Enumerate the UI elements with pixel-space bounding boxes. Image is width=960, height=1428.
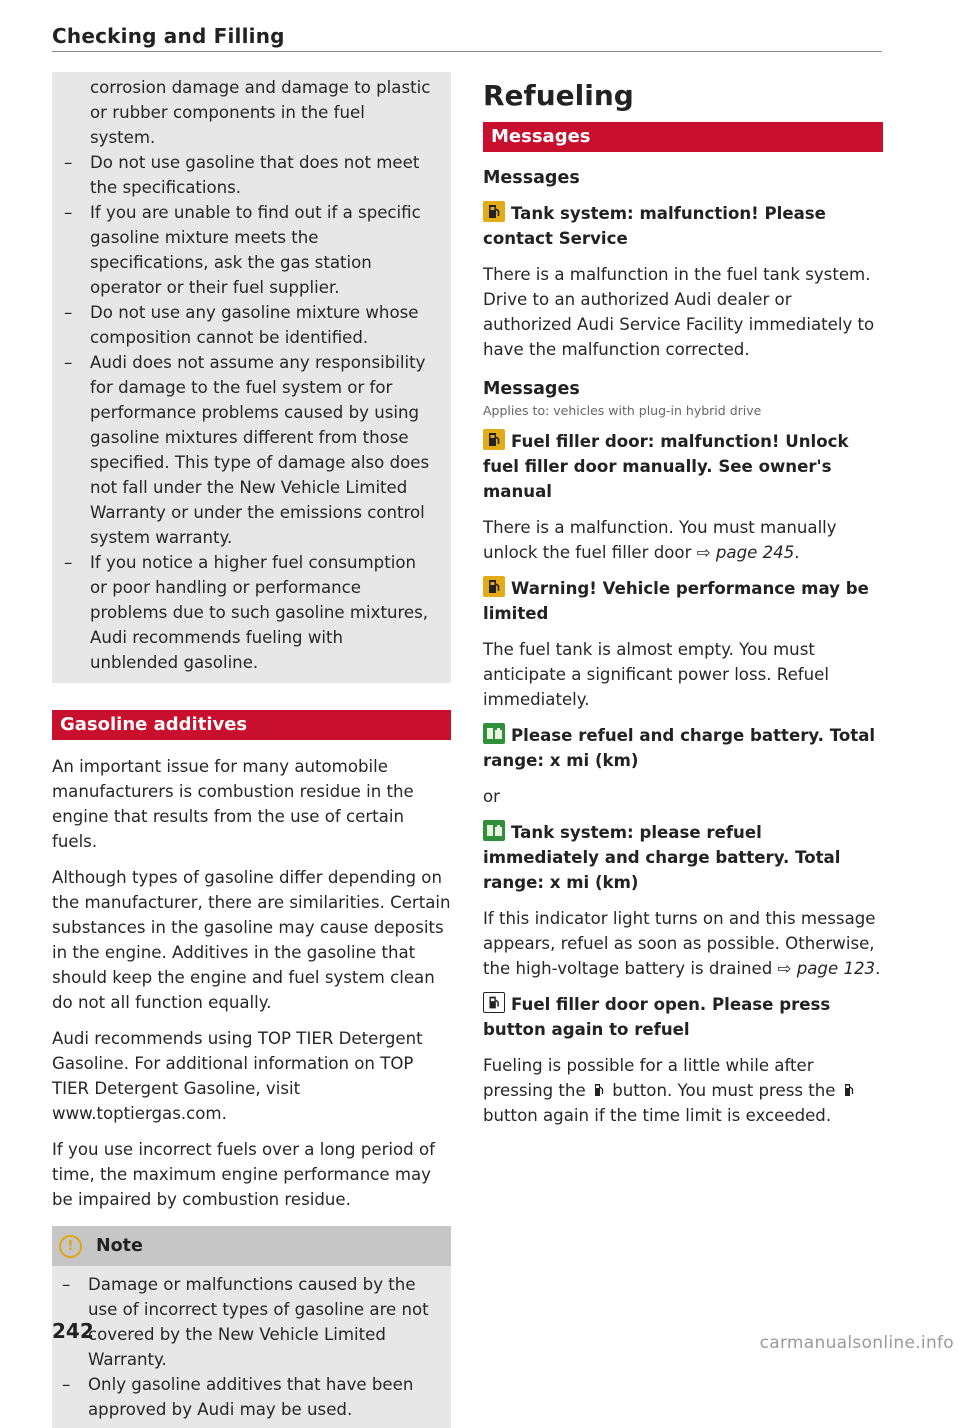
bullet-dash: – <box>64 353 73 372</box>
message-title: Fuel filler door: malfunction! Unlock fuel filler door manually. See owner's manual <box>483 429 883 504</box>
message-title: Tank system: malfunction! Please contact Service <box>483 201 883 251</box>
section-title: Refueling <box>483 79 634 112</box>
note-item: – Only gasoline additives that have been approved by Audi may be used. <box>62 1372 435 1422</box>
warning-item: – Audi does not assume any responsibility for damage to the fuel system or for performance problems caused by using gasoline mixtures different from those specified. This type of damage also does not fall under the New Vehicle Limited Warranty or under the emissions control system warranty. <box>64 350 435 550</box>
bullet-dash: – <box>62 1275 71 1294</box>
fuel-pump-button-icon <box>844 1083 854 1097</box>
or-separator: or <box>483 787 500 806</box>
message-description: Fueling is possible for a little while after pressing the button. You must press the button again if the time limit is exceeded. <box>483 1053 883 1128</box>
warning-continuation-box <box>52 72 451 683</box>
note-box <box>52 1226 451 1428</box>
fuel-pump-warning-icon <box>483 201 505 222</box>
warning-item: – If you are unable to find out if a specific gasoline mixture meets the specifications, ask the gas station operator or their fuel supplier. <box>64 200 435 300</box>
page-reference-link[interactable]: ⇨ page 245 <box>696 543 795 562</box>
fuel-pump-button-icon <box>594 1083 604 1097</box>
applies-to-note: Applies to: vehicles with plug-in hybrid drive <box>483 403 762 418</box>
subsection-heading: Messages <box>483 168 580 188</box>
message-title: Tank system: please refuel immediately and charge battery. Total range: x mi (km) <box>483 820 883 895</box>
page-number: 242 <box>52 1319 94 1343</box>
message-description: There is a malfunction in the fuel tank system. Drive to an authorized Audi dealer or authorized Audi Service Facility immediately to have the malfunction corrected. <box>483 265 875 359</box>
warning-item: – If you notice a higher fuel consumption or poor handling or performance problems due to such gasoline mixtures, Audi recommends fueling with unblended gasoline. <box>64 550 435 675</box>
right-column <box>483 72 883 1128</box>
note-body <box>52 1266 451 1428</box>
section-heading-gasoline-additives: Gasoline additives <box>52 710 451 740</box>
message-description: If this indicator light turns on and this message appears, refuel as soon as possible. Otherwise, the high-voltage battery is drained ⇨ page 123. <box>483 909 881 978</box>
warning-item: – Do not use any gasoline mixture whose composition cannot be identified. <box>64 300 435 350</box>
bullet-dash: – <box>64 553 73 572</box>
warning-item: corrosion damage and damage to plastic or rubber components in the fuel system. <box>90 78 431 147</box>
fuel-pump-warning-icon <box>483 576 505 597</box>
header-divider <box>52 51 882 52</box>
body-paragraph: If you use incorrect fuels over a long period of time, the maximum engine performance may be impaired by combustion residue. <box>52 1140 435 1209</box>
message-title: Fuel filler door open. Please press button again to refuel <box>483 992 883 1042</box>
bullet-dash: – <box>64 153 73 172</box>
message-title: Please refuel and charge battery. Total range: x mi (km) <box>483 723 883 773</box>
message-description: There is a malfunction. You must manually unlock the fuel filler door ⇨ page 245. <box>483 518 837 562</box>
message-title: Warning! Vehicle performance may be limited <box>483 576 883 626</box>
bullet-dash: – <box>64 303 73 322</box>
section-heading-messages: Messages <box>483 122 883 152</box>
message-description: The fuel tank is almost empty. You must anticipate a significant power loss. Refuel immediately. <box>483 640 829 709</box>
note-label: Note <box>96 1236 143 1256</box>
footer-watermark: carmanualsonline.info <box>759 1333 954 1353</box>
fuel-battery-indicator-icon <box>483 723 505 744</box>
page-reference-link[interactable]: ⇨ page 123 <box>777 959 876 978</box>
bullet-dash: – <box>64 203 73 222</box>
page-header-title: Checking and Filling <box>52 24 285 48</box>
fuel-battery-indicator-icon <box>483 820 505 841</box>
body-paragraph: Although types of gasoline differ depending on the manufacturer, there are similarities. Certain substances in the gasoline may cause deposits in the engine. Additives in the gasoline that should keep the engine and fuel system clean do not all function equally. <box>52 868 451 1012</box>
subsection-heading: Messages <box>483 379 580 399</box>
warning-item: – Do not use gasoline that does not meet the specifications. <box>64 150 435 200</box>
note-item: – Damage or malfunctions caused by the use of incorrect types of gasoline are not covered by the New Vehicle Limited Warranty. <box>62 1272 435 1372</box>
left-column <box>52 72 451 1428</box>
fuel-pump-warning-icon <box>483 429 505 450</box>
info-exclamation-icon: ! <box>59 1235 82 1258</box>
fuel-filler-door-icon <box>483 992 505 1013</box>
bullet-dash: – <box>62 1375 71 1394</box>
body-paragraph: An important issue for many automobile manufacturers is combustion residue in the engine that results from the use of certain fuels. <box>52 757 414 851</box>
note-header <box>52 1226 451 1266</box>
body-paragraph: Audi recommends using TOP TIER Detergent Gasoline. For additional information on TOP TIER Detergent Gasoline, visit www.toptiergas.com. <box>52 1029 423 1123</box>
